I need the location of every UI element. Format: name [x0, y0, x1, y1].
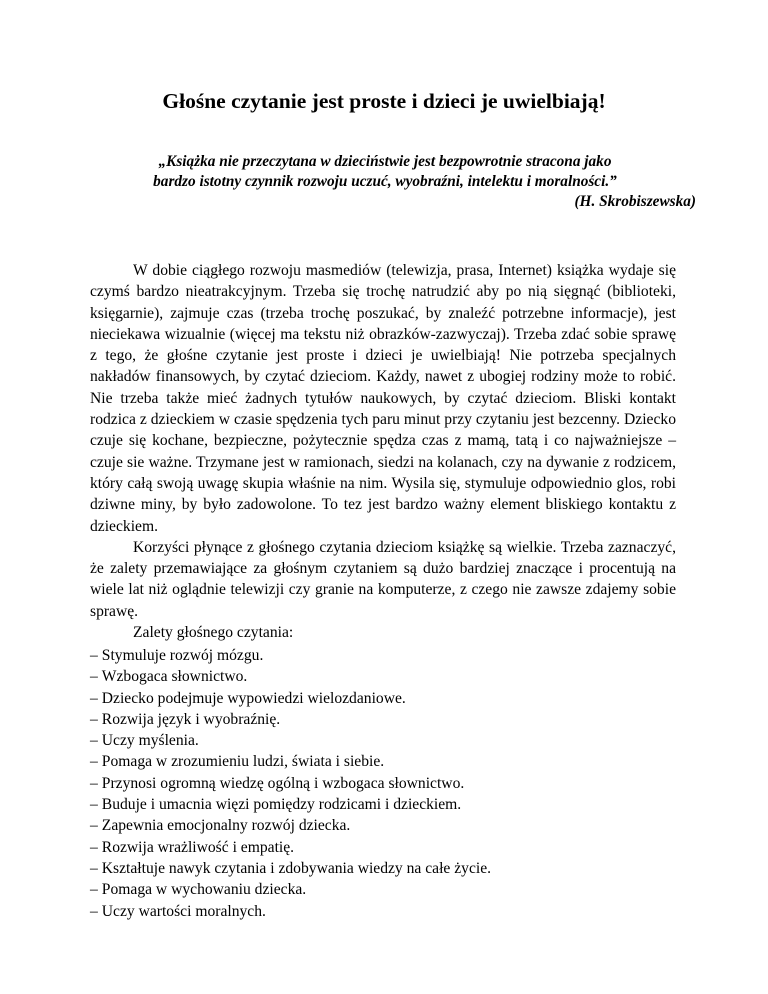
list-dash: –: [90, 647, 98, 664]
list-item: [90, 858, 676, 879]
list-item-text: Stymuluje rozwój mózgu.: [101, 647, 264, 664]
benefits-list: [90, 645, 676, 922]
list-item: [90, 645, 676, 666]
paragraph-intro: W dobie ciągłego rozwoju masmediów (telewizja, prasa, Internet) książka wydaje się czymś bardzo nieatrakcyjnym. Trzeba się trochę natrudzić aby po nią sięgnąć (biblioteki, księgarnie), zajmuje czas (trzeba trochę poszukać, by znaleźć potrzebne informacje), jest nieciekawa wizualnie (więcej ma tekstu niż obrazków-zazwyczaj). Trzeba zdać sobie sprawę z tego, że głośne czytanie jest proste i dzieci je uwielbiają! Nie potrzeba specjalnych nakładów finansowych, by czytać dzieciom. Każdy, nawet z ubogiej rodziny może to robić. Nie trzeba także mieć żadnych tytułów naukowych, by czytać dzieciom. Bliski kontakt rodzica z dzieckiem w czasie spędzenia tych paru minut przy czytaniu jest bezcenny. Dziecko czuje się kochane, bezpieczne, pożytecznie spędza czas z mamą, tatą i co najważniejsze – czuje sie ważne. Trzymane jest w ramionach, siedzi na kolanach, czy na dywanie z rodzicem, który całą swoją uwagę skupia właśnie na nim. Wysila się, stymuluje odpowiednio glos, robi dziwne miny, by było zadowolone. To tez jest bardzo ważny element bliskiego kontaktu z dzieckiem.: [90, 262, 676, 535]
list-item: [90, 730, 676, 751]
page-title: Głośne czytanie jest proste i dzieci je uwielbiają!: [162, 89, 606, 113]
list-dash: –: [90, 710, 98, 728]
list-item-text: Rozwija język i wyobraźnię.: [101, 710, 281, 728]
list-dash: –: [90, 817, 98, 835]
list-dash: –: [90, 859, 98, 877]
list-dash: –: [90, 753, 98, 771]
list-dash: –: [90, 838, 98, 856]
list-item-text: Dziecko podejmuje wypowiedzi wielozdaniowe.: [101, 689, 406, 707]
paragraph-benefits: Korzyści płynące z głośnego czytania dzieciom książkę są wielkie. Trzeba zaznaczyć, że zalety przemawiające za głośnym czytaniem są dużo bardziej znaczące i procentują na wiele lat niż oglądnie telewizji czy granie na komputerze, z czego nie zawsze zdajemy sobie sprawę.: [90, 538, 676, 620]
list-item: [90, 815, 676, 836]
list-item-text: Zapewnia emocjonalny rozwój dziecka.: [101, 817, 351, 835]
quote-line-2: bardzo istotny czynnik rozwoju uczuć, wyobraźni, intelektu i moralności.”: [153, 173, 617, 190]
list-dash: –: [90, 902, 98, 920]
list-item: [90, 709, 676, 730]
list-item-text: Uczy myślenia.: [101, 732, 199, 750]
epigraph-quote: [80, 152, 696, 212]
list-item-text: Pomaga w zrozumieniu ludzi, świata i siebie.: [101, 753, 385, 771]
quote-line-1: „Książka nie przeczytana w dzieciństwie jest bezpowrotnie stracona jako: [158, 153, 612, 170]
list-dash: –: [90, 881, 98, 899]
list-item-text: Uczy wartości moralnych.: [101, 902, 266, 920]
list-item-text: Rozwija wrażliwość i empatię.: [101, 838, 295, 856]
list-item-text: Kształtuje nawyk czytania i zdobywania wiedzy na całe życie.: [101, 859, 492, 877]
list-item: [90, 666, 676, 687]
list-dash: –: [90, 689, 98, 707]
list-item: [90, 837, 676, 858]
list-item-text: Przynosi ogromną wiedzę ogólną i wzbogaca słownictwo.: [101, 774, 465, 792]
list-dash: –: [90, 774, 98, 792]
list-item: [90, 751, 676, 772]
body-text: [90, 260, 676, 643]
list-item-text: Pomaga w wychowaniu dziecka.: [101, 881, 307, 899]
list-item: [90, 794, 676, 815]
list-item-text: Buduje i umacnia więzi pomiędzy rodzicami i dzieckiem.: [101, 796, 462, 814]
list-item: [90, 901, 676, 922]
list-dash: –: [90, 732, 98, 750]
list-item-text: Wzbogaca słownictwo.: [101, 668, 248, 686]
list-item: [90, 688, 676, 709]
list-dash: –: [90, 796, 98, 814]
quote-author: (H. Skrobiszewska): [574, 193, 696, 210]
list-heading: Zalety głośnego czytania:: [133, 624, 294, 642]
list-dash: –: [90, 668, 98, 686]
list-item: [90, 879, 676, 900]
list-item: [90, 773, 676, 794]
